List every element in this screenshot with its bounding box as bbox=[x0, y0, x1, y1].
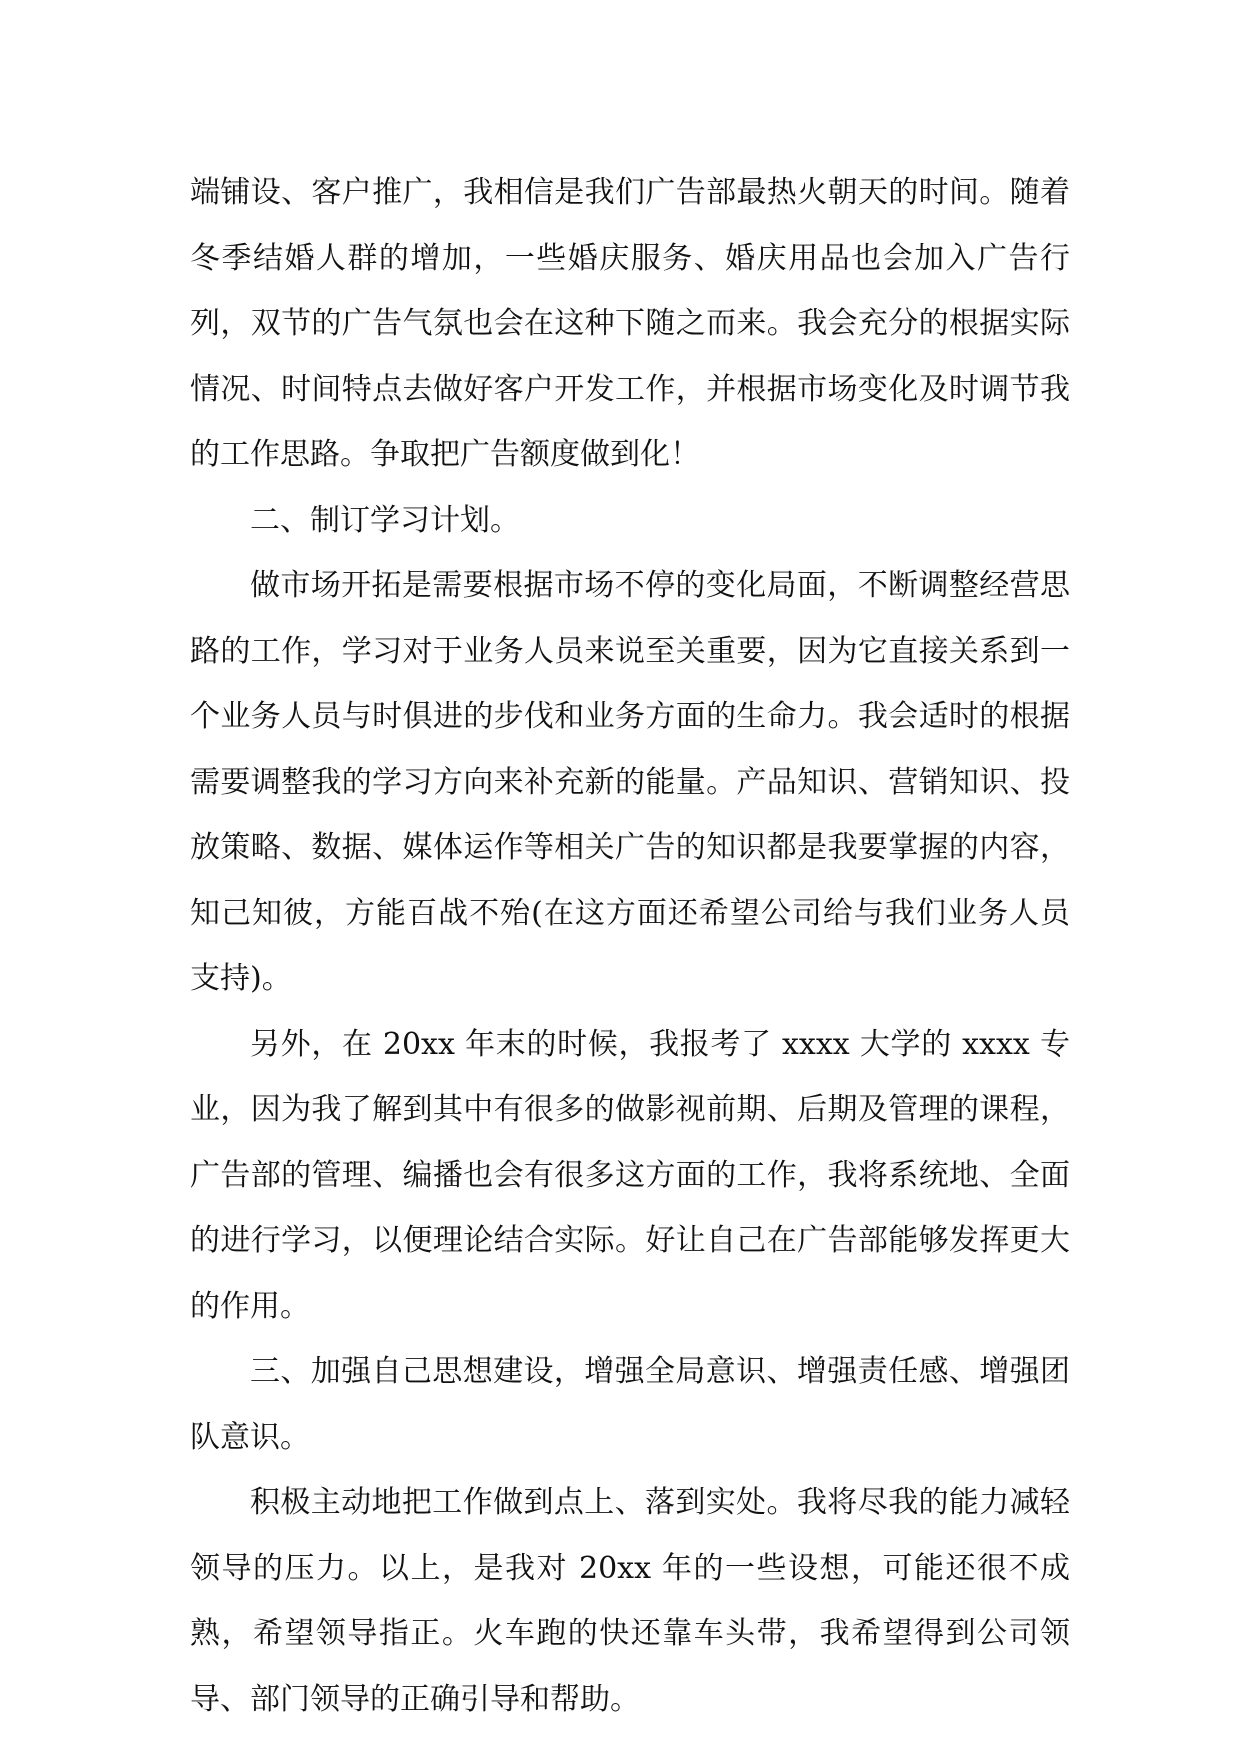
section-heading-mindset: 三、加强自己思想建设，增强全局意识、增强责任感、增强团队意识。 bbox=[190, 1354, 1070, 1455]
paragraph-closing: 积极主动地把工作做到点上、落到实处。我将尽我的能力减轻领导的压力。以上，是我对 20xx 年的一些设想，可能还很不成熟，希望领导指正。火车跑的快还靠车头带，我希望得到公司领导、部门领导的正确引导和帮助。 bbox=[190, 1485, 1070, 1717]
paragraph-study-importance: 做市场开拓是需要根据市场不停的变化局面，不断调整经营思路的工作，学习对于业务人员来说至关重要，因为它直接关系到一个业务人员与时俱进的步伐和业务方面的生命力。我会适时的根据需要调整我的学习方向来补充新的能量。产品知识、营销知识、投放策略、数据、媒体运作等相关广告的知识都是我要掌握的内容，知己知彼，方能百战不殆(在这方面还希望公司给与我们业务人员支持)。 bbox=[190, 568, 1070, 996]
document-body bbox=[190, 160, 1070, 1732]
paragraph-study-enrollment: 另外，在 20xx 年末的时候，我报考了 xxxx 大学的 xxxx 专业，因为我了解到其中有很多的做影视前期、后期及管理的课程，广告部的管理、编播也会有很多这方面的工作，我将系统地、全面的进行学习，以便理论结合实际。好让自己在广告部能够发挥更大的作用。 bbox=[190, 1026, 1070, 1324]
section-heading-study-plan: 二、制订学习计划。 bbox=[250, 502, 520, 538]
paragraph-continued: 端铺设、客户推广，我相信是我们广告部最热火朝天的时间。随着冬季结婚人群的增加，一些婚庆服务、婚庆用品也会加入广告行列，双节的广告气氛也会在这种下随之而来。我会充分的根据实际情况、时间特点去做好客户开发工作，并根据市场变化及时调节我的工作思路。争取把广告额度做到化！ bbox=[190, 175, 1070, 472]
